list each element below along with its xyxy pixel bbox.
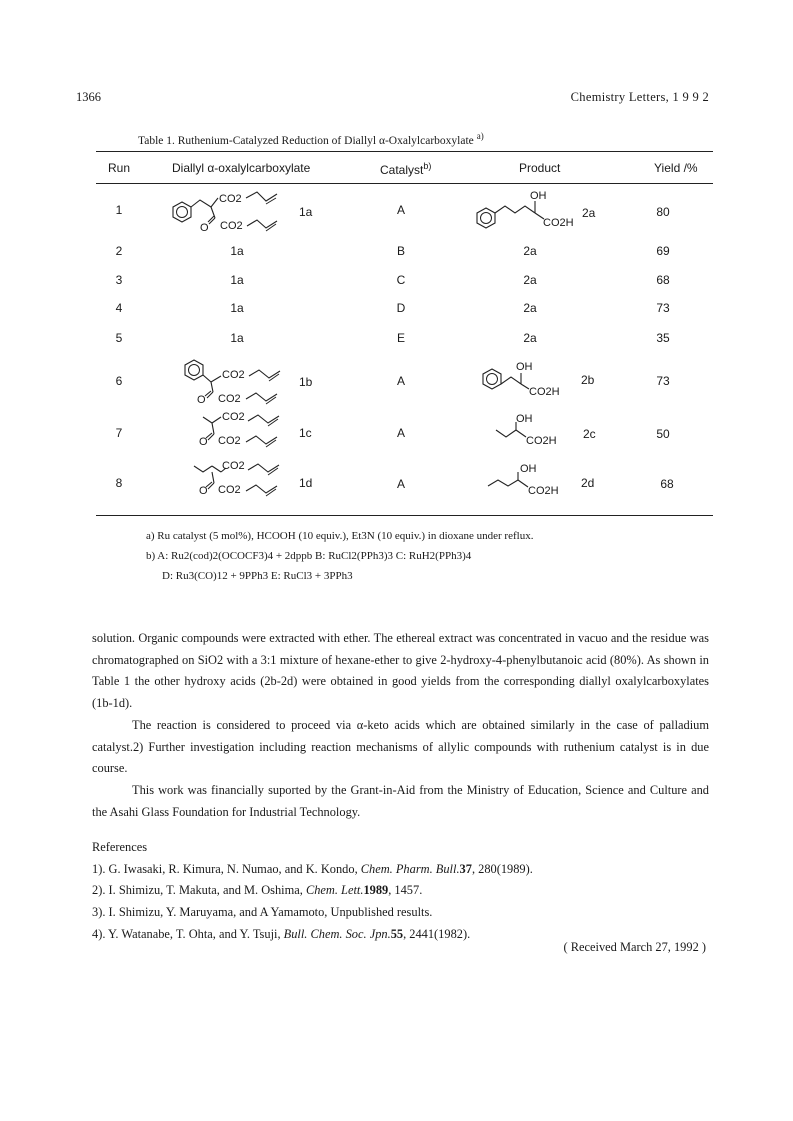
references — [92, 837, 712, 946]
oh-label: OH — [530, 190, 547, 202]
row-7-run: 7 — [115, 426, 123, 440]
row-5-product: 2a — [523, 331, 537, 345]
co2-label-bottom: CO2 — [218, 484, 241, 496]
row-2-yield: 69 — [656, 244, 670, 258]
col-header-product: Product — [519, 161, 561, 175]
reference-3-authors: 3). I. Shimizu, Y. Maruyama, and A Yamamoto, Unpublished results. — [92, 905, 433, 920]
table-header-rule — [96, 183, 713, 184]
reference-3 — [92, 902, 712, 924]
o-label: O — [200, 222, 209, 234]
table-title-text: Table 1. Ruthenium-Catalyzed Reduction of Diallyl α-Oxalylcarboxylate — [138, 134, 474, 147]
body-text — [92, 628, 709, 823]
paragraph-1: solution. Organic compounds were extracted with ether. The ethereal extract was concentrated in vacuo and the residue was chromatographed on SiO2 with a 3:1 mixture of hexane-ether to give 2-hydroxy-4-phenylbutanoic acid (80%). As shown in Table 1 the other hydroxy acids (2b-2d) were obtained in good yields from the corresponding diallyl oxalylcarboxylates (1b-1d). — [92, 631, 709, 711]
reference-2-authors: 2). I. Shimizu, T. Makuta, and M. Oshima, — [92, 883, 306, 898]
oh-label: OH — [516, 413, 533, 425]
table-bottom-rule — [96, 515, 713, 516]
row-2-run: 2 — [115, 244, 123, 258]
co2-label-top: CO2 — [222, 460, 245, 472]
co2-label-top: CO2 — [219, 193, 242, 205]
structure-2c — [490, 410, 610, 452]
structure-1b — [170, 354, 320, 406]
row-6-catalyst: A — [396, 374, 406, 388]
row-1-yield: 80 — [656, 205, 670, 219]
paragraph-3: This work was financially suported by the Grant-in-Aid from the Ministry of Education, Science and Culture and the Asahi Glass Foundation for Industrial Technology. — [92, 782, 709, 819]
col-header-yield: Yield /% — [654, 161, 698, 175]
reference-1-authors: 1). G. Iwasaki, R. Kimura, N. Numao, and K. Kondo, — [92, 861, 361, 876]
row-4-run: 4 — [115, 301, 123, 315]
label-2b: 2b — [581, 373, 595, 387]
reference-1 — [92, 859, 712, 881]
o-label: O — [199, 485, 208, 497]
row-2-product: 2a — [523, 244, 537, 258]
row-3-yield: 68 — [656, 273, 670, 287]
table-top-rule — [96, 151, 713, 152]
row-8-yield: 68 — [660, 477, 674, 491]
reference-2 — [92, 880, 712, 902]
paragraph-2: The reaction is considered to proceed via α-keto acids which are obtained similarly in the case of palladium catalyst.2) Further investigation including reaction mechanisms of allylic compounds with ruthenium catalyst is in due course. — [92, 717, 709, 776]
col-header-catalyst-text: Catalyst — [380, 163, 424, 177]
footnote-b-line2: D: Ru3(CO)12 + 9PPh3 E: RuCl3 + 3PPh3 — [162, 570, 353, 582]
row-1-catalyst: A — [396, 203, 406, 217]
row-4-substrate: 1a — [230, 301, 244, 315]
row-7-yield: 50 — [656, 427, 670, 441]
row-4-catalyst: D — [396, 301, 406, 315]
oh-label: OH — [516, 361, 533, 373]
reference-4-pages: , 2441(1982). — [403, 926, 471, 941]
row-5-catalyst: E — [396, 331, 406, 345]
structure-1a — [160, 186, 320, 236]
label-2c: 2c — [583, 427, 596, 441]
row-3-product: 2a — [523, 273, 537, 287]
label-1b: 1b — [299, 375, 313, 389]
reference-2-volume: 1989 — [363, 883, 389, 898]
row-3-catalyst: C — [396, 273, 406, 287]
label-1d: 1d — [299, 476, 313, 490]
row-8-run: 8 — [115, 476, 123, 490]
col-header-run: Run — [108, 161, 131, 175]
co2-label-top: CO2 — [222, 411, 245, 423]
label-2d: 2d — [581, 476, 595, 490]
reference-4-volume: 55 — [390, 926, 404, 941]
row-6-run: 6 — [115, 374, 123, 388]
row-8-catalyst: A — [396, 477, 406, 491]
received-date: ( Received March 27, 1992 ) — [563, 940, 706, 954]
row-5-substrate: 1a — [230, 331, 244, 345]
reference-1-pages: , 280(1989). — [471, 861, 533, 876]
structure-1d — [170, 456, 320, 502]
co2h-label: CO2H — [528, 485, 559, 497]
row-5-yield: 35 — [656, 331, 670, 345]
row-3-substrate: 1a — [230, 273, 244, 287]
reference-4-journal: Bull. Chem. Soc. Jpn. — [283, 926, 391, 941]
row-5-run: 5 — [115, 331, 123, 345]
col-header-substrate: Diallyl α-oxalylcarboxylate — [172, 161, 311, 175]
row-1-run: 1 — [115, 203, 123, 217]
reference-2-journal: Chem. Lett. — [305, 883, 364, 898]
reference-1-volume: 37 — [459, 861, 472, 876]
label-1a: 1a — [299, 205, 313, 219]
o-label: O — [199, 436, 208, 448]
co2h-label: CO2H — [526, 435, 557, 447]
row-2-catalyst: B — [396, 244, 406, 258]
structure-1c — [190, 407, 320, 453]
oh-label: OH — [520, 463, 537, 475]
footnote-a: a) Ru catalyst (5 mol%), HCOOH (10 equiv.), Et3N (10 equiv.) in dioxane under reflux. — [146, 530, 534, 542]
references-heading: References — [92, 840, 148, 854]
journal-header: Chemistry Letters, 1 9 9 2 — [570, 90, 709, 104]
table-title-note: a) — [476, 131, 484, 141]
structure-2b — [476, 358, 606, 400]
reference-1-journal: Chem. Pharm. Bull. — [360, 861, 460, 876]
reference-4-authors: 4). Y. Watanabe, T. Ohta, and Y. Tsuji, — [92, 926, 284, 941]
co2-label-bottom: CO2 — [218, 393, 241, 405]
footnote-b-line1: b) A: Ru2(cod)2(OCOCF3)4 + 2dppb B: RuCl2(PPh3)3 C: RuH2(PPh3)4 — [146, 550, 472, 562]
co2h-label: CO2H — [529, 386, 560, 398]
o-label: O — [197, 394, 206, 406]
row-3-run: 3 — [115, 273, 123, 287]
label-2a: 2a — [582, 206, 596, 220]
structure-2d — [480, 460, 610, 502]
reference-2-pages: , 1457. — [388, 883, 423, 898]
co2-label-bottom: CO2 — [220, 220, 243, 232]
col-header-catalyst — [380, 161, 431, 177]
co2-label-top: CO2 — [222, 369, 245, 381]
label-1c: 1c — [299, 426, 312, 440]
table-title — [138, 131, 484, 147]
co2h-label: CO2H — [543, 217, 574, 229]
col-header-catalyst-note: b) — [423, 161, 432, 171]
row-4-product: 2a — [523, 301, 537, 315]
page-number: 1366 — [76, 90, 101, 104]
row-2-substrate: 1a — [230, 244, 244, 258]
row-4-yield: 73 — [656, 301, 670, 315]
structure-2a — [470, 186, 610, 236]
row-7-catalyst: A — [396, 426, 406, 440]
co2-label-bottom: CO2 — [218, 435, 241, 447]
row-6-yield: 73 — [656, 374, 670, 388]
